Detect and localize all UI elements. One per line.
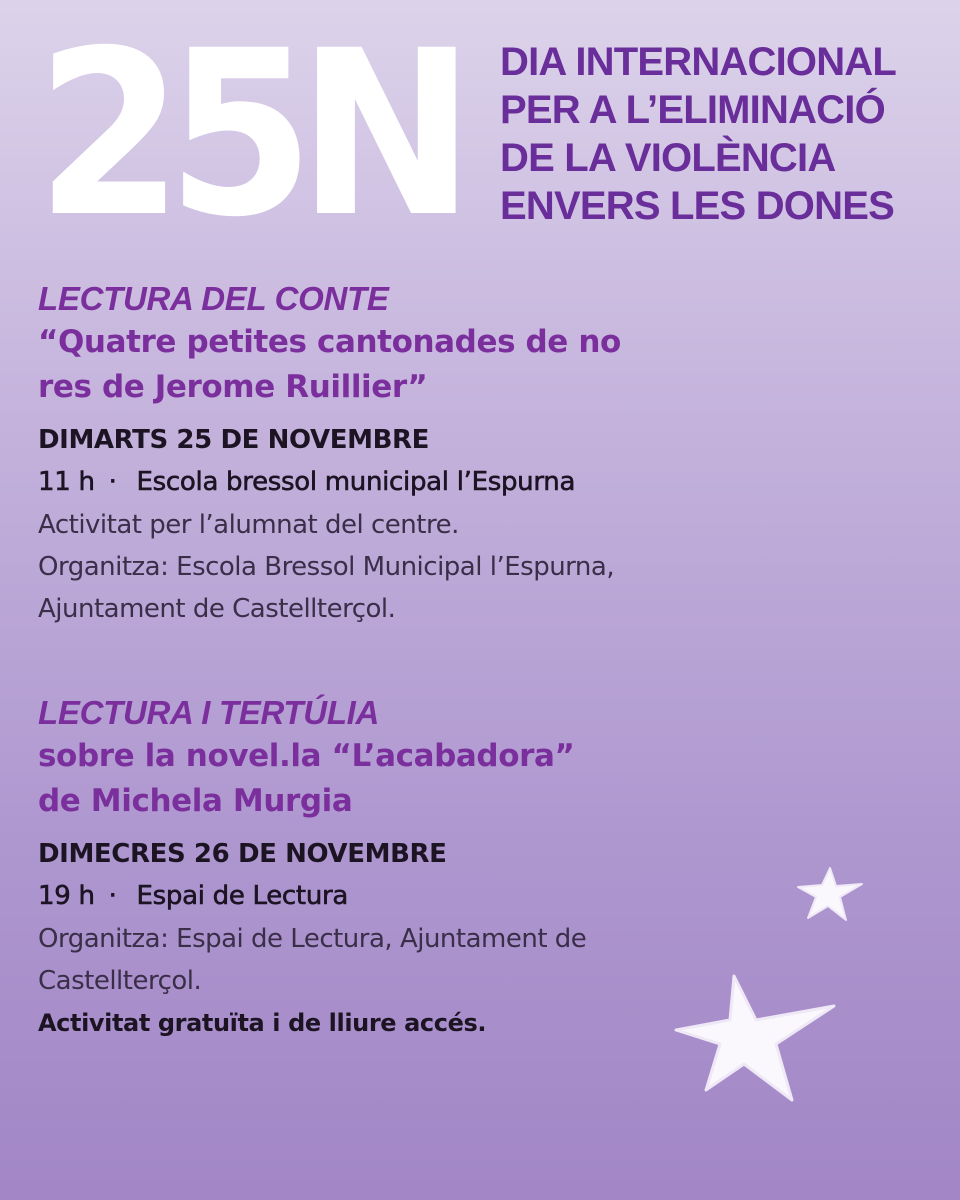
big-25n-heading: 25N bbox=[36, 1, 459, 267]
event-kicker: LECTURA I TERTÚLIA bbox=[38, 694, 380, 731]
day-title-line: DIA INTERNACIONAL bbox=[500, 40, 897, 84]
event-time: 11 h bbox=[38, 467, 95, 497]
event-date: DIMARTS 25 DE NOVEMBRE bbox=[38, 425, 429, 455]
event-time-place bbox=[38, 874, 918, 918]
event-title-line: “Quatre petites cantonades de no bbox=[38, 324, 621, 360]
event-title-line: sobre la novel.la “L’acabadora” bbox=[38, 738, 575, 774]
event-time: 19 h bbox=[38, 881, 95, 911]
event-kicker: LECTURA DEL CONTE bbox=[38, 280, 389, 317]
event-info-line: Organitza: Espai de Lectura, Ajuntament de bbox=[38, 924, 587, 954]
event-info-line: Ajuntament de Castellterçol. bbox=[38, 594, 396, 624]
day-title-line: PER A L’ELIMINACIÓ bbox=[500, 88, 885, 132]
separator-dot: · bbox=[108, 467, 117, 497]
separator-dot: · bbox=[108, 881, 117, 911]
event-title-line: res de Jerome Ruillier” bbox=[38, 369, 428, 405]
event-place: Escola bressol municipal l’Espurna bbox=[136, 467, 576, 497]
event-date: DIMECRES 26 DE NOVEMBRE bbox=[38, 839, 447, 869]
small-star-icon bbox=[794, 864, 866, 924]
event-title-line: de Michela Murgia bbox=[38, 783, 353, 819]
event-info-line: Castellterçol. bbox=[38, 966, 202, 996]
event-note: Activitat gratuïta i de lliure accés. bbox=[38, 1009, 487, 1037]
event-info-line: Activitat per l’alumnat del centre. bbox=[38, 510, 459, 540]
day-title-line: ENVERS LES DONES bbox=[500, 184, 894, 228]
day-title-line: DE LA VIOLÈNCIA bbox=[500, 136, 836, 180]
event-time-place bbox=[38, 460, 918, 504]
event-place: Espai de Lectura bbox=[136, 881, 349, 911]
day-title bbox=[500, 38, 896, 230]
event-story-reading bbox=[38, 278, 918, 630]
event-info-line: Organitza: Escola Bressol Municipal l’Espurna, bbox=[38, 552, 615, 582]
large-star-icon bbox=[672, 972, 840, 1108]
